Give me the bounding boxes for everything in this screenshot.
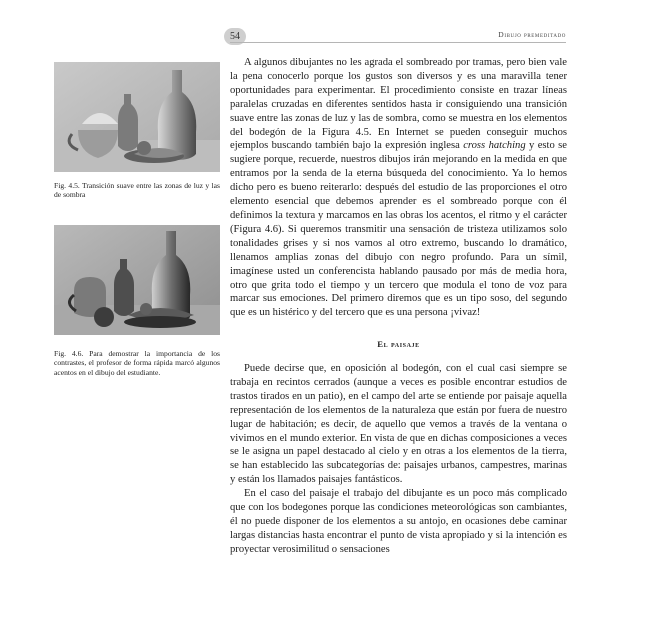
figure-4-5-image [54,62,220,172]
figure-4-6-caption: Fig. 4.6. Para demostrar la importancia de los contrastes, el profesor de forma rápida marcó algunos acentos en el dibujo del estudiante. [54,349,220,377]
paragraph-landscape-difficulty: En el caso del paisaje el trabajo del dibujante es un poco más complicado que con los bodegones porque las condiciones meteorológicas son cambiantes, él no puede disponer de los elementos a su antojo, en ocasiones debe caminar largas distancias hasta encontrar el punto de vista apropiado y si la intención es proyectar verosimilitud o sensaciones [230,488,567,555]
paragraph-text: A algunos dibujantes no les agrada el sombreado por tramas, pero bien vale la pena conocerlo porque los gustos son diversos y es una maravilla tener oportunidades para experimentar. El procedimiento consiste en trazar líneas paralelas cruzadas en diferentes sentidos hasta ir consiguiendo una transición suave entre las zonas de luz y las de sombra, como se muestra en los elementos del bodegón de la Figura 4.5. En Internet se pueden conseguir muchos ejemplos buscando también bajo la expresión inglesa [230,57,567,152]
body-column-bottom [230,362,567,557]
running-title: Dibujo premeditado [498,30,566,39]
paragraph-landscape-definition: Puede decirse que, en oposición al bodegón, con el cual casi siempre se trabaja en recintos cerrados (aunque a veces es posible encontrar estudios de trastos tirados en un patio), en el campo del arte se entiende por paisaje aquella representación de los elementos de la naturaleza que están por fuera de nuestro lugar de habitación; es decir, de aquello que vemos a través de la ventana o vivimos en el mundo exterior. En vista de que en dichas composiciones a veces se le asigna un papel destacado al cielo y en otras a los elementos de la tierra, se han establecido las subcategorías de: paisajes urbanos, campestres, marinas y están los llamados paisajes fantásticos. [230,363,567,486]
still-life-drawing-contrast-icon [54,225,220,335]
paragraph-cross-hatching [230,56,567,320]
italic-term: cross hatching [463,140,526,152]
body-column-top [230,56,567,320]
section-heading: El paisaje [377,339,420,349]
page-number: 54 [224,28,246,45]
still-life-drawing-icon [54,62,220,172]
figure-4-6-image [54,225,220,335]
header-rule [230,42,566,43]
paragraph-text: y esto se sugiere porque, recuerde, nuestros dibujos irán mejorando en la medida en que entramos por la senda de la eterna búsqueda del conocimiento. Ya lo hemos dicho pero es bueno reiterarlo: después del estudio de las proporciones el otro elemento esencial que debemos aprender es el sombreado porque con él definimos la textura y marcamos en las obras los acentos, el ritmo y el carácter (Figura 4.6). Si queremos transmitir una sensación de tristeza utilizamos solo tonalidades grises y si nos vamos al otro extremo, buscando lo dramático, llenamos amplias zonas del dibujo con negro profundo. Para un símil, imagínese usted un conferencista hablando pausado por más de media hora, otro que grita todo el tiempo y un tercero que modula el tono de voz para marcar sus emociones. Del primero diremos que es un tipo soso, del segundo que es un histérico y del tercero que es una persona ¡vivaz! [230,140,567,319]
figure-4-5-caption: Fig. 4.5. Transición suave entre las zonas de luz y las de sombra [54,181,220,200]
